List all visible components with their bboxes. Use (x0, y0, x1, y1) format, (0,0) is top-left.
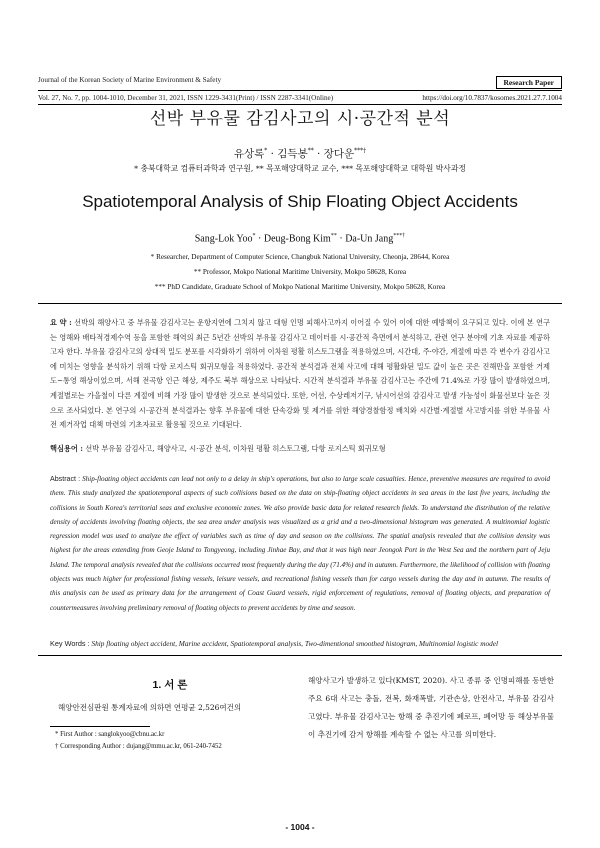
section-title-introduction: 1. 서 론 (152, 679, 188, 691)
english-author-1: Sang-Lok Yoo (194, 233, 253, 245)
author-separator: · (267, 148, 278, 160)
body-divider (38, 655, 562, 656)
korean-author-3: 장다운 (323, 148, 355, 160)
footnote-rule (50, 726, 150, 727)
intro-right-column: 해양사고가 발생하고 있다(KMST, 2020). 사고 종류 중 인명피해를 동반한 주요 6대 사고는 충돌, 전복, 화재폭발, 기관손상, 안전사고, 부유물 감김사고였다. 부유물 감김사고는 항해 중 추진기에 폐로프, 폐어망 등 해상부유물이 추진기에 감겨 항해를 계속할 수 없는 사고를 의미한다. (308, 676, 554, 739)
abstract-divider (38, 303, 562, 304)
english-affiliation-3: *** PhD Candidate, Graduate School of Mokpo National Maritime University, Mokpo 58628, Korea (154, 283, 446, 291)
korean-abstract-label: 요 약 : (50, 318, 72, 327)
korean-keywords-text: 선박 부유물 감김사고, 해양사고, 시·공간 분석, 이차원 평활 히스토그램, 다항 로지스틱 회귀모형 (85, 444, 386, 453)
english-author-2-mark: ** (330, 233, 337, 239)
korean-author-2: 김득봉 (277, 148, 308, 160)
korean-author-3-mark: ***† (354, 147, 367, 155)
author-separator: · (255, 233, 264, 245)
english-affiliation-1: * Researcher, Department of Computer Science, Changbuk National University, Cheonja, 28644, Korea (150, 253, 450, 261)
english-author-3-mark: ***† (393, 233, 406, 239)
english-keywords (50, 639, 560, 648)
english-abstract (50, 472, 550, 615)
english-abstract-text: Ship-floating object accidents can lead not only to a delay in ship's operations, but also to large scale casualties. Hence, preventive measures are required to avoid them. This study analyzed the spatiotemporal aspects of such collisions based on the data on ship-floating object accidents in sea areas in the last five years, including the collisions in South Korea's territorial seas and exclusive economic zones. We also provide basic data for related research fields. To understand the distribution of the relative density of accidents involving floating objects, the sea area under analysis was visualized as a grid and a two-dimensional histogram was generated. A multinomial logistic regression model was used to analyze the effect of variables such as time of day and season on the collisions. The spatial analysis revealed that the collision density was highest for the areas extending from Geoje Island to Tongyeong, including Jinhae Bay, and that it was high near Jeongok Port in the West Sea and the northern part of Jeju Island. The temporal analysis revealed that the collisions occurred most frequently during the day (71.4%) and in autumn. Furthermore, the likelihood of collision with floating objects was much higher for professional fishing vessels, leisure vessels, and recreational fishing vessels than for cargo vessels during the day and in autumn. The results of this analysis can be used as primary data for the arrangement of Coast Guard vessels, rigid enforcement of regulations, removal of floating objects, and preparation of countermeasures involving preliminary removal of floating objects to prevent accidents by time and season. (50, 475, 551, 612)
korean-title: 선박 부유물 감김사고의 시·공간적 분석 (149, 109, 451, 129)
header-rule-top (38, 90, 562, 91)
doi-link[interactable]: https://doi.org/10.7837/kosomes.2021.27.7.1004 (422, 94, 562, 102)
english-author-1-mark: * (252, 233, 256, 239)
footnote-corresponding-author: † Corresponding Author : dujang@mmu.ac.kr, 061-240-7452 (55, 743, 222, 750)
korean-authors (0, 146, 600, 161)
author-separator: · (313, 148, 324, 160)
english-authors (0, 233, 600, 244)
journal-name: Journal of the Korean Society of Marine Environment & Safety (38, 76, 222, 84)
research-paper-badge: Research Paper (496, 76, 562, 89)
intro-left-column: 해양안전심판원 통계자료에 의하면 연평균 2,526여건의 (58, 703, 242, 712)
korean-author-1: 유상록 (233, 148, 265, 160)
korean-affiliation: * 충북대학교 컴퓨터과학과 연구원, ** 목포해양대학교 교수, *** 목포해양대학교 대학원 박사과정 (134, 164, 466, 173)
volume-issn-line: Vol. 27, No. 7, pp. 1004-1010, December 31, 2021, ISSN 1229-3431(Print) / ISSN 2287-3341(Online) (38, 94, 334, 102)
korean-abstract-text: 선박의 해양사고 중 부유물 감김사고는 운항지연에 그치지 않고 대형 인명 피해사고까지 이어질 수 있어 이에 대한 예방책이 요구되고 있다. 이에 본 연구는 영해와 배타적경제수역 등을 포함한 해역의 최근 5년간 선박의 부유물 감김사고 데이터를 시·공간적 측면에서 분석하고, 관련 연구 분야에 기초 자료를 제공하고자 한다. 부유물 감김사고의 상대적 밀도 분포를 시각화하기 위하여 이차원 평활 히스토그램을 적용하였으며, 시간대, 주·야간, 계절에 따른 각 변수가 감김사고에 미치는 영향을 분석하기 위해 다항 로지스틱 회귀모형을 적용하였다. 공간적 분석결과 전체 사고에 대해 평활화된 밀도 값이 높은 곳은 진해만을 포함한 거제도~통영 해상이었으며, 서해 전곡항 인근 해상, 제주도 북부 해상으로 나타났다. 시간적 분석결과 부유물 감김사고는 주간에 71.4%로 가장 많이 발생하였으며, 계절별로는 가을철이 다른 계절에 비해 가장 많이 발생한 것으로 분석되었다. 또한, 어선, 수상레저기구, 낚시어선의 감김사고 발생 가능성이 화물선보다 높은 것으로 조사되었다. 본 연구의 시·공간적 분석결과는 향후 부유물에 대한 단속강화 및 제거를 위한 해양경찰함정 배치와 시간별·계절별 사고방지를 위한 부유물 사전 제거작업 대책 마련의 기초자료로 활용될 것으로 기대된다. (50, 318, 550, 430)
korean-keywords-label: 핵심용어 : (50, 444, 83, 453)
english-abstract-label: Abstract : (50, 475, 81, 483)
english-author-2: Deug-Bong Kim (263, 233, 331, 245)
english-author-3: Da-Un Jang (345, 233, 394, 245)
korean-abstract (50, 316, 550, 433)
english-title: Spatiotemporal Analysis of Ship Floating Object Accidents (82, 192, 518, 211)
english-affiliation-2: ** Professor, Mokpo National Maritime University, Mokpo 58628, Korea (193, 268, 407, 276)
author-separator: · (336, 233, 346, 245)
footnote-first-author: * First Author : sanglokyoo@cbnu.ac.kr (55, 731, 165, 738)
korean-author-1-mark: * (264, 147, 268, 155)
korean-keywords (50, 444, 550, 454)
english-keywords-text: Ship floating object accident, Marine accident, Spatiotemporal analysis, Two-dimentional smoothed histogram, Multinomial logistic model (91, 639, 499, 648)
page-number: - 1004 - (285, 822, 315, 832)
english-keywords-label: Key Words : (50, 639, 90, 648)
korean-author-2-mark: ** (307, 147, 314, 155)
